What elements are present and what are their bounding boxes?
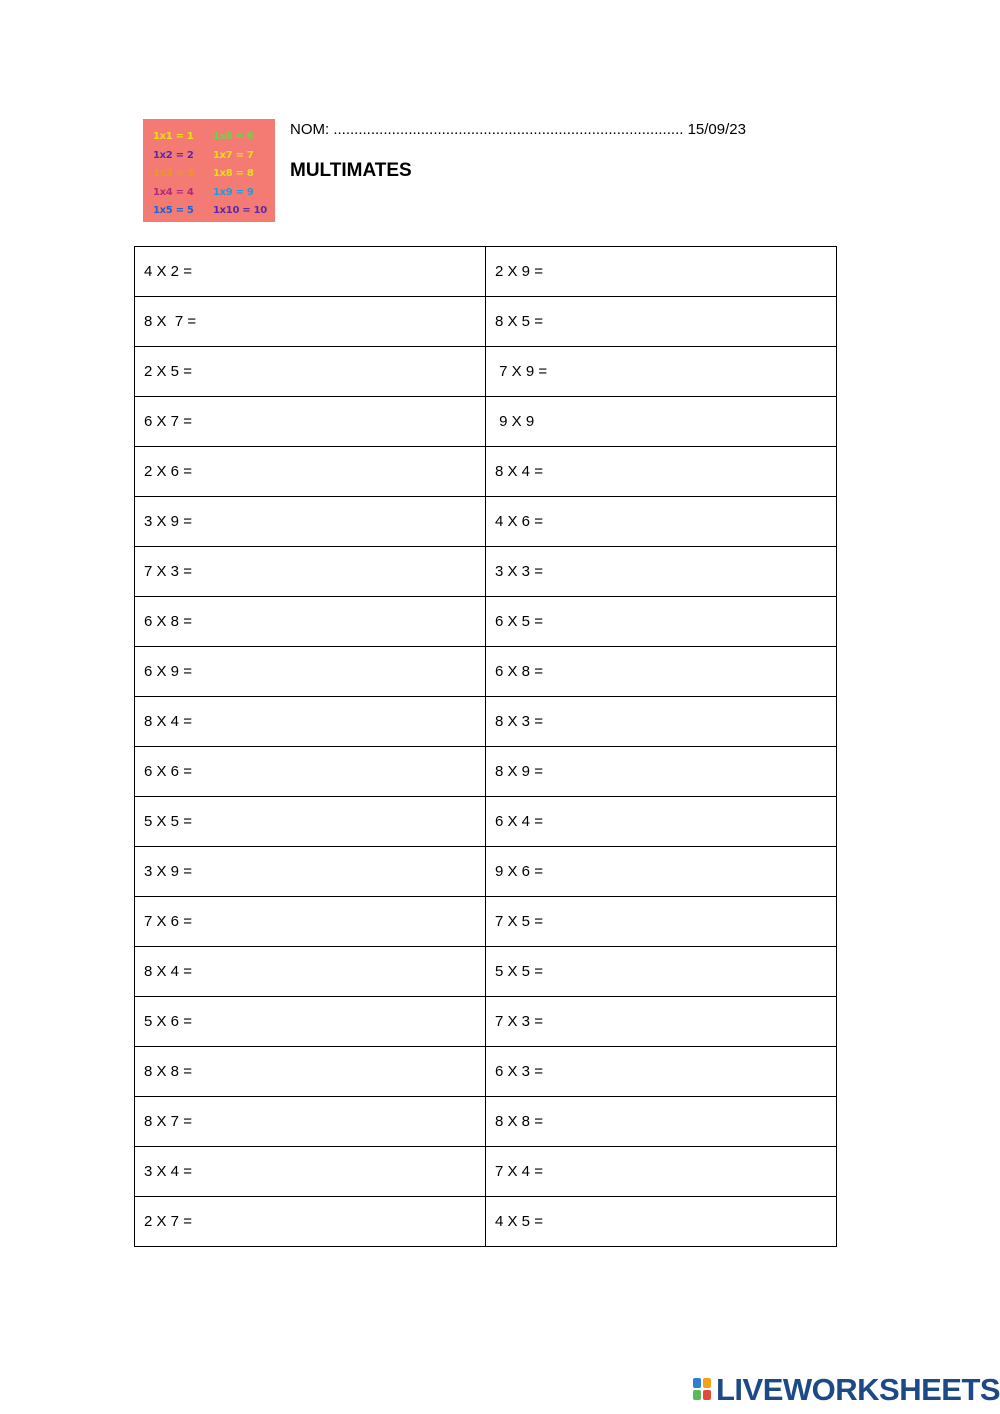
problem-cell-left: 3 X 9 = xyxy=(135,847,486,897)
problem-cell-right: 4 X 5 = xyxy=(486,1197,837,1247)
logo-equation: 1x5 = 5 xyxy=(153,205,194,217)
liveworksheets-logo-icon xyxy=(693,1378,713,1402)
logo-equation: 1x7 = 7 xyxy=(213,149,254,161)
problem-cell-left: 8 X 4 = xyxy=(135,697,486,747)
problem-cell-left: 2 X 5 = xyxy=(135,347,486,397)
problem-cell-right: 6 X 3 = xyxy=(486,1047,837,1097)
table-row xyxy=(135,747,837,797)
problem-cell-right: 7 X 3 = xyxy=(486,997,837,1047)
problem-cell-right: 8 X 3 = xyxy=(486,697,837,747)
table-row xyxy=(135,547,837,597)
problem-cell-left: 6 X 8 = xyxy=(135,597,486,647)
logo-equation: 1x3 = 3 xyxy=(153,168,194,180)
problem-cell-left: 8 X 7 = xyxy=(135,1097,486,1147)
problem-cell-left: 8 X 8 = xyxy=(135,1047,486,1097)
liveworksheets-brand xyxy=(693,1372,1000,1407)
problem-cell-right: 3 X 3 = xyxy=(486,547,837,597)
table-row xyxy=(135,1097,837,1147)
logo-equation: 1x2 = 2 xyxy=(153,149,194,161)
table-row xyxy=(135,597,837,647)
problem-cell-left: 8 X 4 = xyxy=(135,947,486,997)
problem-cell-left: 5 X 6 = xyxy=(135,997,486,1047)
table-row xyxy=(135,1197,837,1247)
problem-cell-right: 7 X 4 = xyxy=(486,1147,837,1197)
problem-cell-right: 6 X 5 = xyxy=(486,597,837,647)
problem-cell-right: 7 X 5 = xyxy=(486,897,837,947)
table-row xyxy=(135,847,837,897)
problem-cell-left: 6 X 6 = xyxy=(135,747,486,797)
table-row xyxy=(135,897,837,947)
problem-cell-left: 4 X 2 = xyxy=(135,247,486,297)
problem-cell-right: 6 X 4 = xyxy=(486,797,837,847)
problem-cell-right: 8 X 8 = xyxy=(486,1097,837,1147)
problem-cell-right: 8 X 4 = xyxy=(486,447,837,497)
table-row xyxy=(135,297,837,347)
times-table-logo xyxy=(143,119,275,222)
logo-equation: 1x4 = 4 xyxy=(153,186,194,198)
problem-cell-right: 5 X 5 = xyxy=(486,947,837,997)
problem-cell-right: 2 X 9 = xyxy=(486,247,837,297)
table-row xyxy=(135,1147,837,1197)
page-title: MULTIMATES xyxy=(290,160,412,181)
problem-cell-left: 3 X 4 = xyxy=(135,1147,486,1197)
problem-cell-right: 8 X 5 = xyxy=(486,297,837,347)
problem-cell-left: 2 X 7 = xyxy=(135,1197,486,1247)
table-row xyxy=(135,347,837,397)
problem-cell-left: 7 X 3 = xyxy=(135,547,486,597)
logo-equation: 1x8 = 8 xyxy=(213,168,254,180)
table-row xyxy=(135,1047,837,1097)
table-row xyxy=(135,997,837,1047)
table-row xyxy=(135,497,837,547)
multiplication-table xyxy=(134,246,837,1247)
problem-cell-right: 6 X 8 = xyxy=(486,647,837,697)
table-row xyxy=(135,947,837,997)
problem-cell-left: 6 X 7 = xyxy=(135,397,486,447)
problem-cell-left: 6 X 9 = xyxy=(135,647,486,697)
table-row xyxy=(135,247,837,297)
logo-equation: 1x9 = 9 xyxy=(213,186,254,198)
logo-equation: 1x1 = 1 xyxy=(153,131,194,142)
table-row xyxy=(135,647,837,697)
problem-cell-right: 8 X 9 = xyxy=(486,747,837,797)
table-row xyxy=(135,697,837,747)
problem-cell-right: 9 X 9 xyxy=(486,397,837,447)
table-row xyxy=(135,797,837,847)
problem-cell-right: 9 X 6 = xyxy=(486,847,837,897)
problem-cell-left: 3 X 9 = xyxy=(135,497,486,547)
problem-cell-left: 2 X 6 = xyxy=(135,447,486,497)
logo-equation: 1x6 = 6 xyxy=(213,131,254,142)
table-row xyxy=(135,447,837,497)
problem-cell-right: 4 X 6 = xyxy=(486,497,837,547)
problem-cell-left: 8 X 7 = xyxy=(135,297,486,347)
name-date-line: NOM: .................................................................................... 15/09/23 xyxy=(290,121,746,138)
problem-cell-left: 5 X 5 = xyxy=(135,797,486,847)
logo-equation: 1x10 = 10 xyxy=(213,205,267,217)
brand-text: LIVEWORKSHEETS xyxy=(716,1372,1000,1407)
table-row xyxy=(135,397,837,447)
problem-cell-right: 7 X 9 = xyxy=(486,347,837,397)
problem-cell-left: 7 X 6 = xyxy=(135,897,486,947)
